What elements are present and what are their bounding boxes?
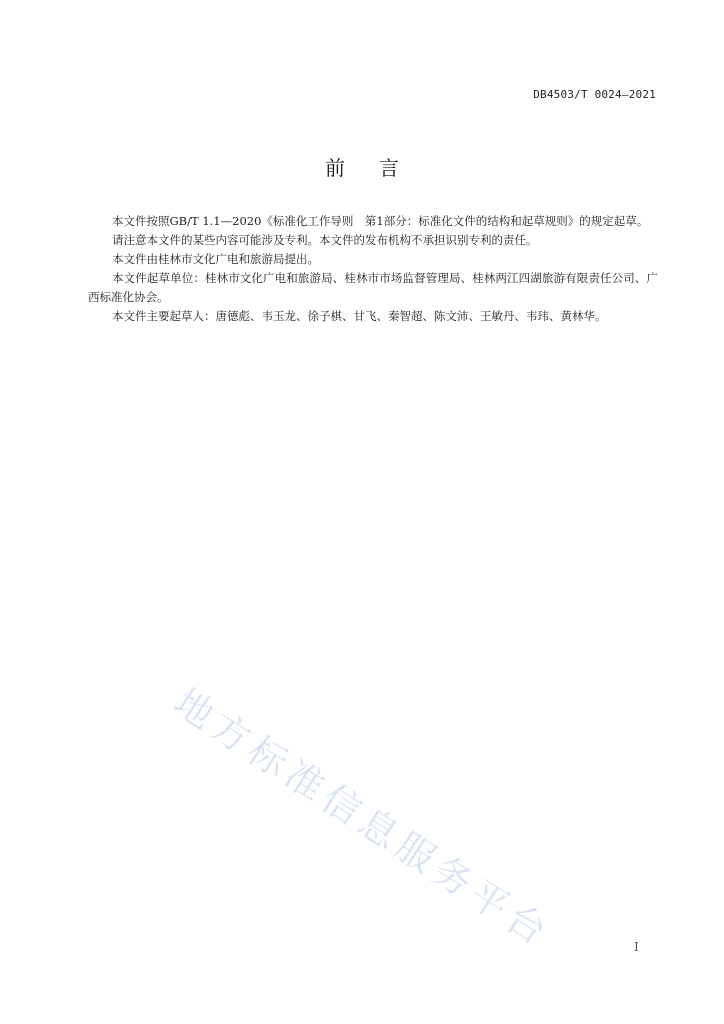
document-code: DB4503/T 0024—2021 bbox=[533, 88, 656, 101]
paragraph-patent-notice: 请注意本文件的某些内容可能涉及专利。本文件的发布机构不承担识别专利的责任。 bbox=[112, 233, 538, 247]
document-body bbox=[88, 212, 658, 326]
watermark: 地方标准信息服务平台 bbox=[166, 679, 560, 957]
paragraph-drafting-rules: 本文件按照GB/T 1.1—2020《标准化工作导则 第1部分：标准化文件的结构和起草规则》的规定起草。 bbox=[112, 214, 649, 228]
paragraph-drafting-units: 本文件起草单位：桂林市文化广电和旅游局、桂林市市场监督管理局、桂林两江四湖旅游有限责任公司、广西标准化协会。 bbox=[88, 271, 658, 304]
page-number: I bbox=[634, 940, 639, 954]
page-title: 前言 bbox=[325, 156, 433, 180]
paragraph-proposer: 本文件由桂林市文化广电和旅游局提出。 bbox=[112, 252, 319, 266]
paragraph-drafters: 本文件主要起草人：唐德彪、韦玉龙、徐子棋、甘飞、秦智超、陈文沛、王敏丹、韦玮、黄林华。 bbox=[112, 309, 607, 323]
